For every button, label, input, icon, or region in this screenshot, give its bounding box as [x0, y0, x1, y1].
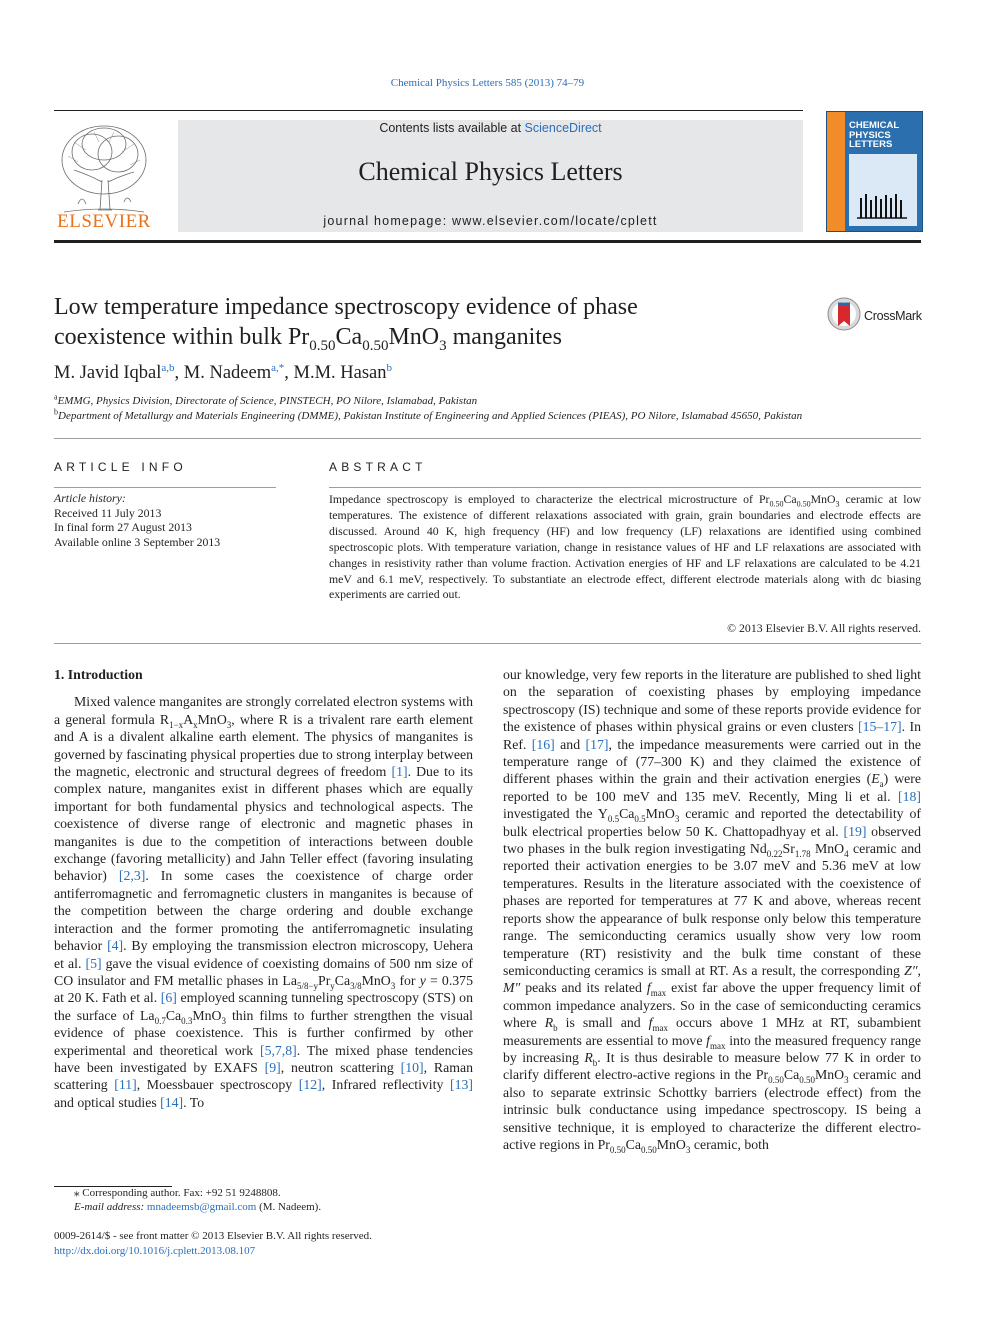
- body-left-column: [54, 666, 473, 1111]
- author-name[interactable]: M.M. Hasan: [293, 363, 387, 383]
- abstract-bottom-rule: [54, 643, 921, 644]
- email-note: E-mail address: mnadeemsb@gmail.com (M. Nadeem).: [74, 1201, 322, 1213]
- citation-link[interactable]: [6]: [160, 990, 177, 1006]
- contents-prefix: Contents lists available at: [379, 121, 525, 135]
- sciencedirect-link[interactable]: ScienceDirect: [524, 121, 602, 135]
- citation-link[interactable]: [11]: [114, 1077, 137, 1093]
- citation-link[interactable]: [14]: [160, 1094, 184, 1110]
- article-info-heading: ARTICLE INFO: [54, 460, 187, 474]
- history-final: In final form 27 August 2013: [54, 520, 192, 534]
- journal-homepage[interactable]: journal homepage: www.elsevier.com/locate/cplett: [323, 214, 658, 228]
- citation-link[interactable]: [18]: [898, 788, 921, 804]
- cover-title-line: CHEMICAL: [849, 120, 900, 131]
- cover-artwork: [849, 154, 917, 226]
- history-label: Article history:: [54, 491, 126, 505]
- abstract-copyright: © 2013 Elsevier B.V. All rights reserved.: [727, 621, 921, 635]
- citation-link[interactable]: [9]: [264, 1059, 281, 1075]
- article-info-rule: [54, 487, 276, 488]
- email-link[interactable]: mnadeemsb@gmail.com: [146, 1201, 257, 1213]
- issn-line: 0009-2614/$ - see front matter © 2013 Elsevier B.V. All rights reserved.: [54, 1230, 372, 1242]
- header-thick-rule: [54, 240, 921, 243]
- cover-stripe: [827, 112, 845, 231]
- title-line-2: coexistence within bulk $Pr_{0.50}Ca_{0.50}MnO_3$ manganites: [54, 324, 562, 354]
- citation-link[interactable]: [5,7,8]: [259, 1042, 297, 1058]
- affiliation-a: $^a$EMMG, Physics Division, Directorate of Science, PINSTECH, PO Nilore, Islamabad, Pakistan: [54, 392, 478, 407]
- citation-link[interactable]: [1]: [391, 764, 408, 780]
- author-affiliation-mark[interactable]: a,*: [271, 361, 285, 374]
- intro-paragraph-continued: our knowledge, very few reports in the literature are published to shed light on the separation of coexisting phases by employing impedance spectroscopy (IS) technique and some of these reports provide evidence for the existence of phases within physical grains or even clusters [15–17]. In Ref. [16] and [17], the impedance measurements were carried out in the temperature range of (77–300 K) and they claimed the existence of different phases within the grain and their activation energies $(E_a)$ were reported to be 100 meV and 135 meV. Recently, Ming li et al. [18] investigated the $Y_{0.5}Ca_{0.5}MnO_3$ ceramic and reported the detectability of bulk electrical properties below 50 K. Chattopadhyay et al. [19] observed two phases in the bulk region investigating $Nd_{0.22}Sr_{1.78}$ MnO$_4$ ceramic and reported their activation energies to be 3.07 meV and 5.36 meV at low temperatures. Results in the literature associated with the coexistence of phases are reported for temperatures at 77 K and above, whereas recent reports show the appearance of bulk response only below this temperature range. The semiconducting ceramics usually show very low room temperature (RT) resistivity and the bulk time constant of these semiconducting ceramics is small at RT. As a result, the corresponding Z″, M″ peaks and its related $f_{max}$ exist far above the upper frequency limit of common impedance analyzers. So in the case of semiconducting ceramics where $R_b$ is small and $f_{max}$ occurs above 1 MHz at RT, subambient measurements are essential to move $f_{max}$ into the measured frequency range by increasing $R_b$. It is thus desirable to measure below 77 K in order to clarify different electro-active regions in the $Pr_{0.50}Ca_{0.50}MnO_3$ ceramic and also to separate extrinsic Schottky barriers (electrode effect) from the intrinsic bulk conductance using impedance spectroscopy. IS being a sensitive technique, it is employed to characterize the different electro-active regions in $Pr_{0.50}Ca_{0.50}MnO_3$ ceramic, both: [503, 667, 922, 1155]
- history-online: Available online 3 September 2013: [54, 534, 221, 549]
- publisher-name: ELSEVIER: [57, 211, 151, 232]
- author-affiliation-mark[interactable]: a,b: [161, 361, 175, 374]
- journal-reference[interactable]: Chemical Physics Letters 585 (2013) 74–79: [390, 77, 585, 89]
- body-right-column: [503, 666, 921, 1153]
- doi-link[interactable]: http://dx.doi.org/10.1016/j.cplett.2013.08.107: [54, 1245, 256, 1257]
- citation-link[interactable]: [19]: [843, 823, 867, 839]
- cover-title-line: LETTERS: [849, 139, 893, 150]
- header-rule: [54, 110, 803, 111]
- citation-link[interactable]: [4]: [107, 938, 124, 954]
- affiliation-rule: [54, 438, 921, 439]
- article-title: [54, 292, 754, 352]
- citation-link[interactable]: [15–17]: [857, 719, 902, 735]
- history-received: Received 11 July 2013: [54, 505, 162, 520]
- cover-title-line: PHYSICS: [849, 129, 891, 141]
- abstract-text: Impedance spectroscopy is employed to characterize the electrical microstructure of $Pr_{0.50}Ca_{0.50}MnO_3$ ceramic at low temperatures. The existence of different relaxations associated with grain, grain boundaries and electrode effects are discussed. Around 40 K, high frequency (HF) and low frequency (LF) relaxations are identified using combined spectroscopic plots. With temperature variation, change in resistance values of HF and LF relaxations are associated with changes in resistivity rather than volume fraction. Activation energies of HF and LF relaxations are calculated to be 4.21 meV and 6.1 meV, respectively. To substantiate an electrode effect, different electrode materials along with dc biasing experiments are carried out.: [329, 492, 921, 602]
- citation-link[interactable]: [12]: [298, 1077, 322, 1093]
- crossmark-icon[interactable]: [827, 297, 861, 331]
- citation-link[interactable]: [16]: [531, 736, 555, 752]
- citation-link[interactable]: [17]: [585, 736, 609, 752]
- author-list: M. Javid Iqbal$^{a,b}$, M. Nadeem$^{a,*}$, M.M. Hasan$^b$: [54, 361, 393, 383]
- cover-title: [849, 121, 899, 150]
- author-name[interactable]: M. Javid Iqbal: [54, 363, 162, 383]
- abstract-rule: [329, 487, 921, 488]
- title-line-1: Low temperature impedance spectroscopy evidence of phase: [54, 294, 638, 320]
- author-name[interactable]: M. Nadeem: [183, 363, 272, 383]
- contents-line: [178, 121, 803, 135]
- affiliation-b: $^b$Department of Metallurgy and Materials Engineering (DMME), Pakistan Institute of Engineering and Applied Sciences (PIEAS), PO Nilore, Islamabad 45650, Pakistan: [54, 407, 803, 422]
- article-history: [54, 491, 220, 549]
- crossmark-label[interactable]: CrossMark: [864, 309, 922, 323]
- citation-link[interactable]: [2,3]: [118, 868, 146, 884]
- corresponding-author-note: ⁎ Corresponding author. Fax: +92 51 9248808.: [74, 1187, 281, 1199]
- citation-link[interactable]: [10]: [400, 1059, 424, 1075]
- citation-link[interactable]: [13]: [449, 1077, 473, 1093]
- journal-cover[interactable]: [826, 111, 923, 232]
- citation-link[interactable]: [5]: [85, 955, 102, 971]
- author-affiliation-mark[interactable]: b: [386, 361, 393, 374]
- intro-paragraph: Mixed valence manganites are strongly correlated electron systems with a general formula $R_{1-x}A_xMnO_3$, where R is a trivalent rare earth element and A is a divalent alkaline earth element. The physics of manganites is governed by fascinating physical properties due to strong interplay between the magnetic, electronic and structural degrees of freedom [1]. Due to its complex nature, manganites exist in different phases which are equally important for both fundamental physics and technological aspects. The coexistence of diverse range of electronic and magnetic phases in manganites is due to the competition of interactions between double exchange (favoring metallicity) and Jahn Teller effect (favoring insulating behavior) [2,3]. In some cases the coexistence of charge order antiferromagnetic and ferromagnetic clusters in manganites is because of the competition between the charge ordering and double exchange interaction and the former promoting the antiferromagnetic insulating behavior [4]. By employing the transmission electron microscopy, Uehera et al. [5] gave the visual evidence of coexisting domains of 500 nm size of CO insulator and FM metallic phases in $La_{5/8-y}Pr_yCa_{3/8}MnO_3$ for y = 0.375 at 20 K. Fath et al. [6] employed scanning tunneling spectroscopy (STS) on the surface of $La_{0.7}Ca_{0.3}MnO_3$ thin films to further strengthen the visual evidence of phase coexistence. This is further confirmed by other experimental and theoretical work [5,7,8]. The mixed phase tendencies have been investigated by EXAFS [9], neutron scattering [10], Raman scattering [11], Moessbauer spectroscopy [12], Infrared reflectivity [13] and optical studies [14]. To: [54, 694, 474, 1110]
- section-heading: 1. Introduction: [54, 667, 143, 682]
- abstract-heading: ABSTRACT: [329, 460, 427, 474]
- journal-title: Chemical Physics Letters: [358, 157, 623, 186]
